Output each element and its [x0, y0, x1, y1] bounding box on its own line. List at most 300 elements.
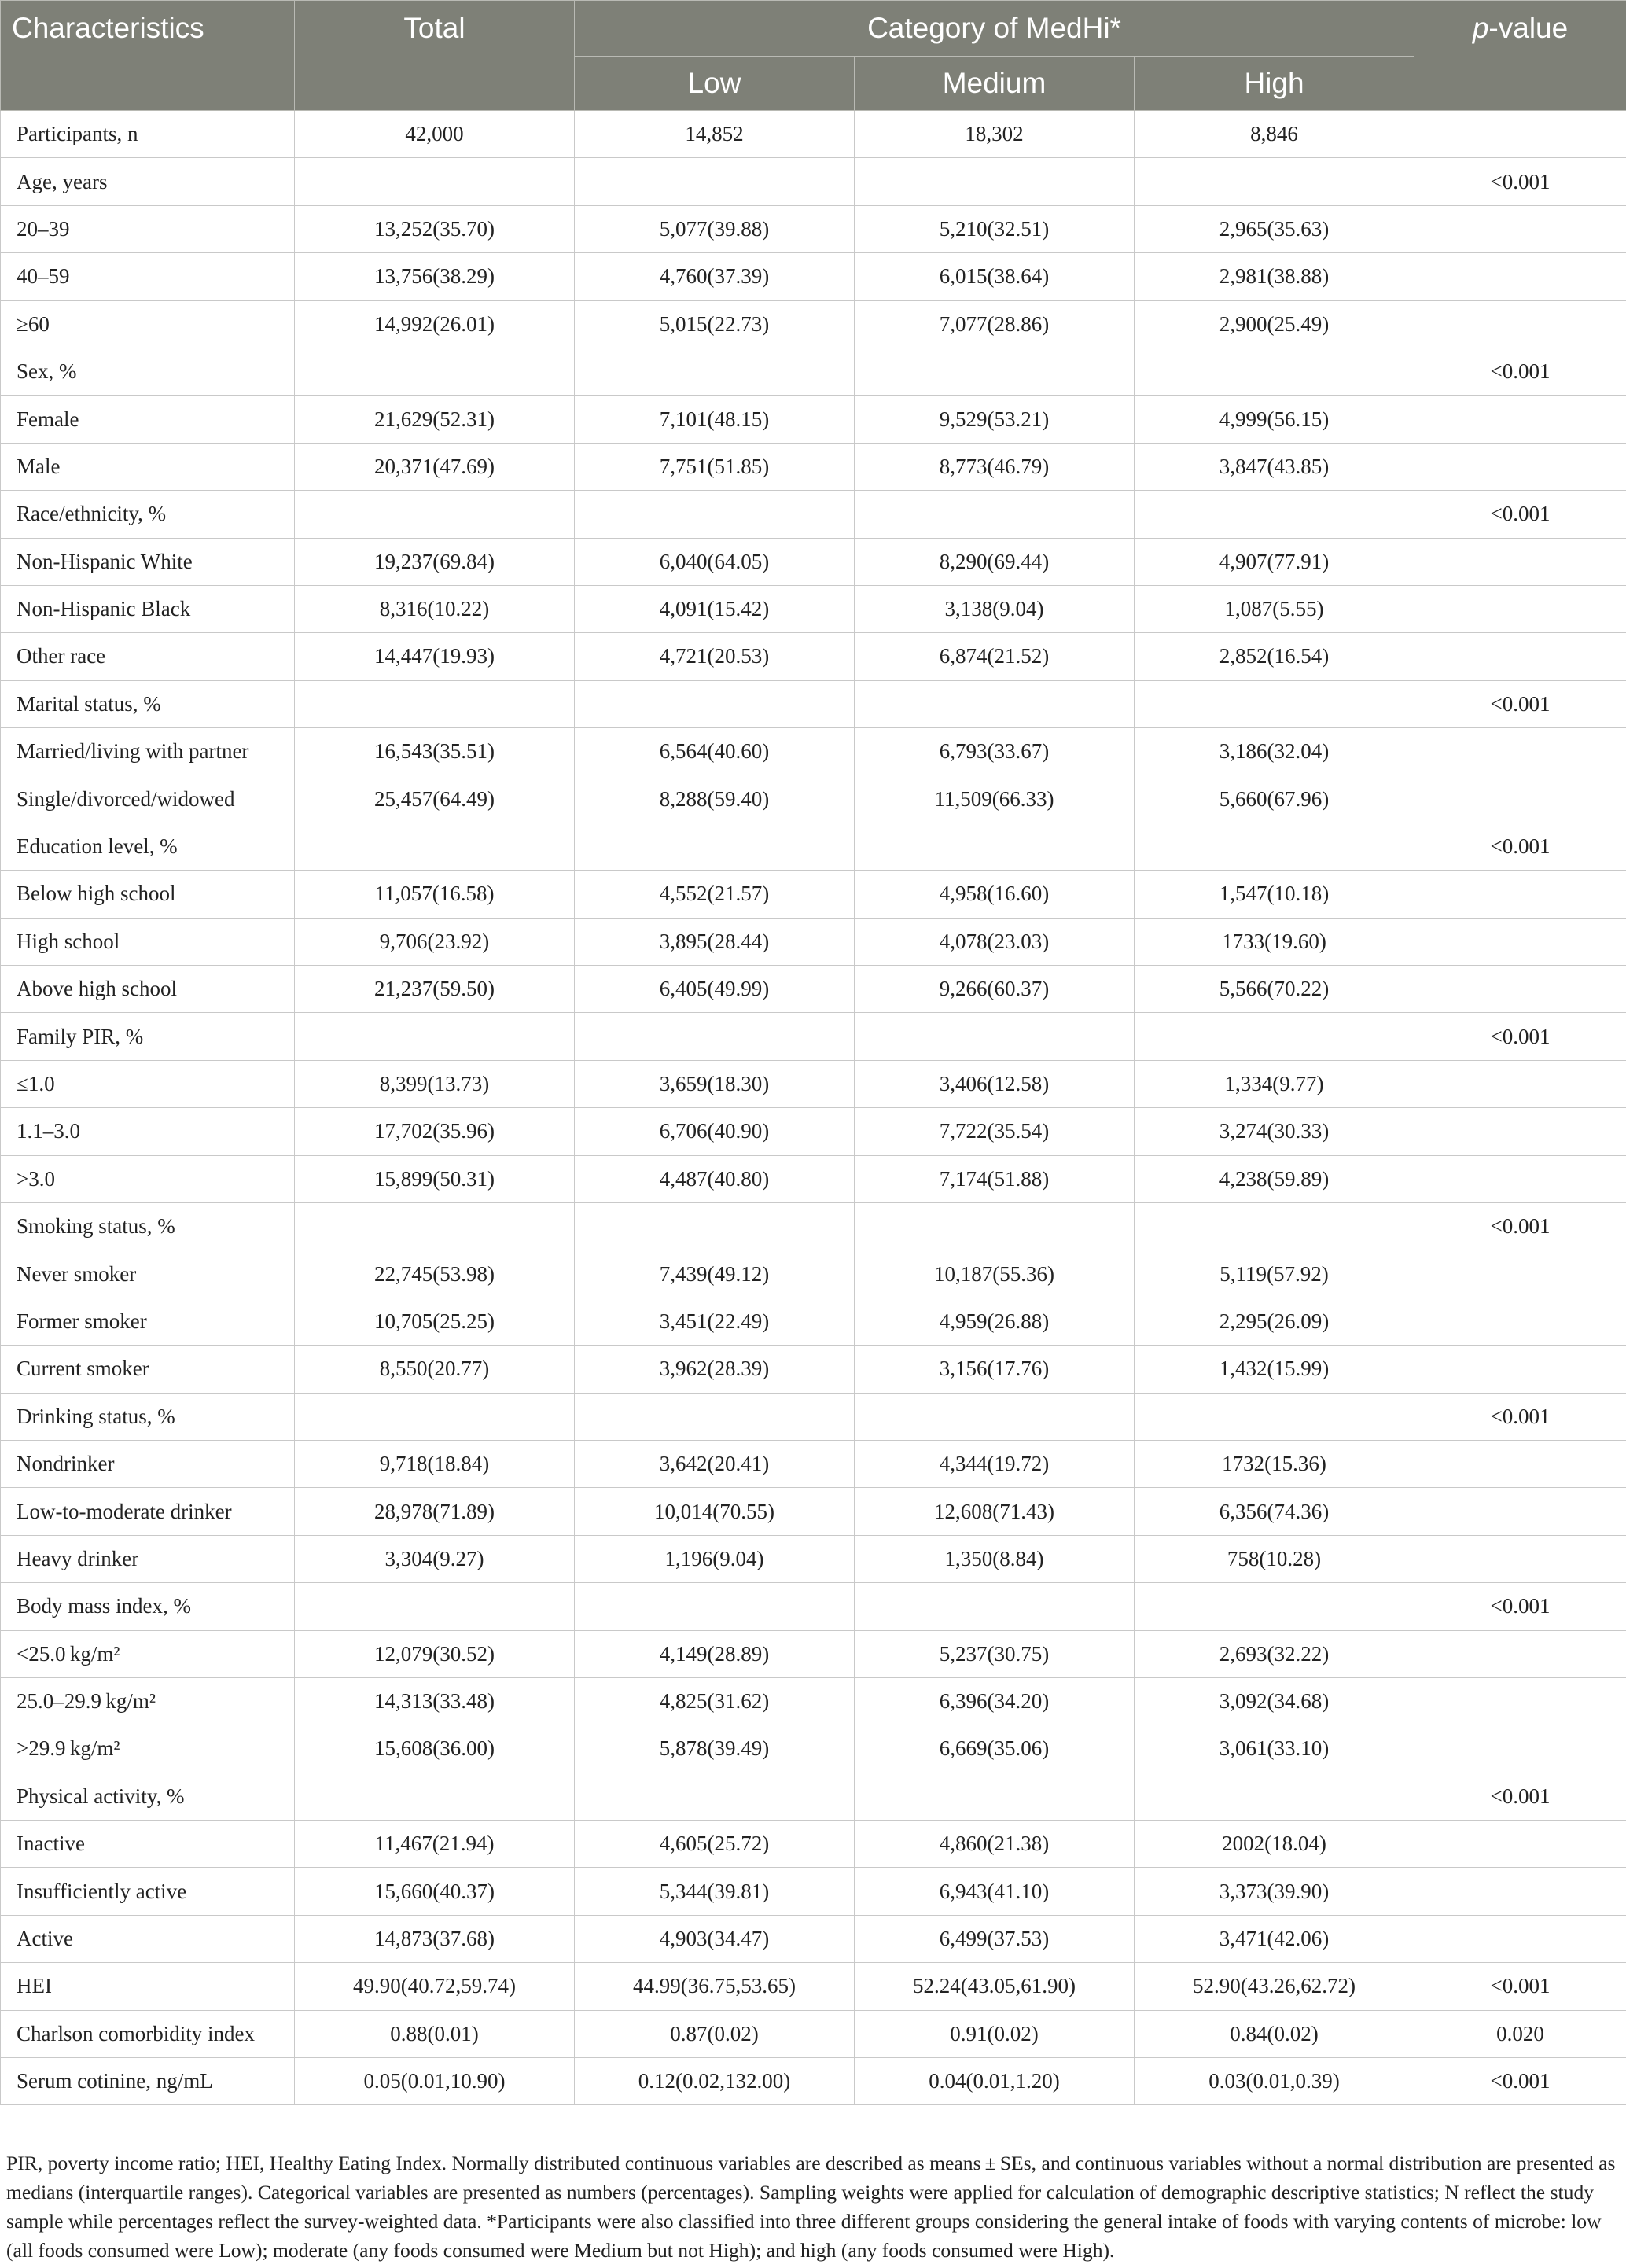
cell-p: [1414, 775, 1626, 823]
cell-p: [1414, 918, 1626, 965]
cell-label: Nondrinker: [1, 1440, 295, 1487]
cell-medium: 0.04(0.01,1.20): [855, 2058, 1135, 2105]
cell-total: [295, 823, 575, 870]
cell-high: [1135, 491, 1414, 538]
table-row: [1, 775, 1626, 823]
cell-medium: 4,958(16.60): [855, 871, 1135, 918]
cell-medium: 7,174(51.88): [855, 1155, 1135, 1202]
cell-medium: 8,290(69.44): [855, 538, 1135, 585]
table-row: [1, 585, 1626, 632]
table-row: [1, 300, 1626, 348]
cell-p: [1414, 1488, 1626, 1535]
cell-label: Current smoker: [1, 1346, 295, 1393]
cell-high: [1135, 348, 1414, 395]
cell-total: [295, 158, 575, 205]
cell-high: 2,981(38.88): [1135, 253, 1414, 300]
cell-high: 8,846: [1135, 111, 1414, 158]
cell-p: [1414, 1346, 1626, 1393]
cell-low: [575, 1583, 855, 1630]
cell-p: <0.001: [1414, 158, 1626, 205]
table-row: [1, 823, 1626, 870]
cell-medium: [855, 1202, 1135, 1250]
table-row: [1, 491, 1626, 538]
cell-high: 3,186(32.04): [1135, 728, 1414, 775]
cell-label: Physical activity, %: [1, 1773, 295, 1820]
cell-label: Education level, %: [1, 823, 295, 870]
cell-high: 1733(19.60): [1135, 918, 1414, 965]
cell-low: 4,760(37.39): [575, 253, 855, 300]
cell-p: <0.001: [1414, 348, 1626, 395]
cell-medium: 52.24(43.05,61.90): [855, 1963, 1135, 2010]
cell-total: 17,702(35.96): [295, 1108, 575, 1155]
table-row: [1, 1963, 1626, 2010]
cell-high: 6,356(74.36): [1135, 1488, 1414, 1535]
cell-total: 42,000: [295, 111, 575, 158]
cell-low: 6,564(40.60): [575, 728, 855, 775]
table-row: [1, 1583, 1626, 1630]
cell-high: 3,092(34.68): [1135, 1677, 1414, 1725]
cell-p: [1414, 728, 1626, 775]
cell-medium: 1,350(8.84): [855, 1535, 1135, 1582]
cell-p: [1414, 396, 1626, 443]
table-row: [1, 1060, 1626, 1107]
cell-label: Race/ethnicity, %: [1, 491, 295, 538]
cell-medium: 6,874(21.52): [855, 633, 1135, 680]
cell-medium: 6,793(33.67): [855, 728, 1135, 775]
cell-p: [1414, 1440, 1626, 1487]
cell-p: [1414, 1298, 1626, 1345]
cell-p: [1414, 1868, 1626, 1915]
cell-p: 0.020: [1414, 2010, 1626, 2057]
cell-label: ≤1.0: [1, 1060, 295, 1107]
header-total: Total: [295, 1, 575, 111]
cell-medium: 11,509(66.33): [855, 775, 1135, 823]
cell-low: 8,288(59.40): [575, 775, 855, 823]
table-footnote: PIR, poverty income ratio; HEI, Healthy Eating Index. Normally distributed continuous variables are described as means ± SEs, and continuous variables without a normal distribution are presented as medians (interquartile ranges). Categorical variables are presented as numbers (percentages). Sampling weights were applied for calculation of demographic descriptive statistics; N reflect the study sample while percentages reflect the survey-weighted data. *Participants were also classified into three different groups considering the general intake of foods with varying contents of microbe: low (all foods consumed were Low); moderate (any foods consumed were Medium but not High); and high (any foods consumed were High).: [6, 2152, 1616, 2262]
cell-total: 15,899(50.31): [295, 1155, 575, 1202]
cell-low: 5,344(39.81): [575, 1868, 855, 1915]
table-row: [1, 966, 1626, 1013]
cell-low: 7,101(48.15): [575, 396, 855, 443]
cell-low: 0.87(0.02): [575, 2010, 855, 2057]
cell-total: [295, 1202, 575, 1250]
table-body: [1, 111, 1626, 2105]
cell-high: 2,900(25.49): [1135, 300, 1414, 348]
cell-total: 21,629(52.31): [295, 396, 575, 443]
cell-high: [1135, 1393, 1414, 1440]
table-row: [1, 1346, 1626, 1393]
header-high: High: [1135, 57, 1414, 111]
cell-low: 5,015(22.73): [575, 300, 855, 348]
cell-low: 3,895(28.44): [575, 918, 855, 965]
cell-high: 3,471(42.06): [1135, 1915, 1414, 1962]
cell-total: 19,237(69.84): [295, 538, 575, 585]
cell-label: Serum cotinine, ng/mL: [1, 2058, 295, 2105]
cell-low: [575, 1013, 855, 1060]
cell-label: >3.0: [1, 1155, 295, 1202]
cell-p: [1414, 966, 1626, 1013]
cell-p: [1414, 1250, 1626, 1298]
table-row: [1, 396, 1626, 443]
cell-medium: 6,015(38.64): [855, 253, 1135, 300]
cell-medium: 9,529(53.21): [855, 396, 1135, 443]
header-p-italic: p: [1472, 12, 1489, 44]
cell-high: 2,295(26.09): [1135, 1298, 1414, 1345]
cell-total: 28,978(71.89): [295, 1488, 575, 1535]
cell-label: Sex, %: [1, 348, 295, 395]
cell-total: 13,252(35.70): [295, 205, 575, 252]
cell-total: 21,237(59.50): [295, 966, 575, 1013]
cell-low: 3,659(18.30): [575, 1060, 855, 1107]
cell-medium: [855, 348, 1135, 395]
cell-medium: 7,722(35.54): [855, 1108, 1135, 1155]
cell-low: 44.99(36.75,53.65): [575, 1963, 855, 2010]
cell-high: 5,660(67.96): [1135, 775, 1414, 823]
table-row: [1, 1393, 1626, 1440]
cell-label: Smoking status, %: [1, 1202, 295, 1250]
cell-total: [295, 1773, 575, 1820]
cell-low: [575, 491, 855, 538]
header-low: Low: [575, 57, 855, 111]
cell-total: [295, 348, 575, 395]
cell-high: [1135, 1773, 1414, 1820]
cell-p: [1414, 1535, 1626, 1582]
table-row: [1, 1535, 1626, 1582]
header-p-value: [1414, 1, 1626, 111]
cell-medium: 3,138(9.04): [855, 585, 1135, 632]
table-row: [1, 1773, 1626, 1820]
cell-total: 13,756(38.29): [295, 253, 575, 300]
table-row: [1, 443, 1626, 490]
table-row: [1, 1440, 1626, 1487]
cell-low: 10,014(70.55): [575, 1488, 855, 1535]
cell-high: 1,547(10.18): [1135, 871, 1414, 918]
cell-low: 4,552(21.57): [575, 871, 855, 918]
cell-low: 4,605(25.72): [575, 1821, 855, 1868]
cell-total: 10,705(25.25): [295, 1298, 575, 1345]
cell-label: Marital status, %: [1, 680, 295, 727]
cell-medium: 4,860(21.38): [855, 1821, 1135, 1868]
cell-low: 4,149(28.89): [575, 1630, 855, 1677]
table-row: [1, 1725, 1626, 1773]
cell-total: 22,745(53.98): [295, 1250, 575, 1298]
cell-p: <0.001: [1414, 1963, 1626, 2010]
cell-low: 6,706(40.90): [575, 1108, 855, 1155]
cell-high: 52.90(43.26,62.72): [1135, 1963, 1414, 2010]
cell-label: Below high school: [1, 871, 295, 918]
cell-p: <0.001: [1414, 823, 1626, 870]
cell-low: [575, 1773, 855, 1820]
cell-low: 4,487(40.80): [575, 1155, 855, 1202]
cell-high: 2002(18.04): [1135, 1821, 1414, 1868]
cell-high: 2,965(35.63): [1135, 205, 1414, 252]
cell-total: 15,660(40.37): [295, 1868, 575, 1915]
cell-high: [1135, 680, 1414, 727]
cell-low: [575, 823, 855, 870]
cell-medium: 4,078(23.03): [855, 918, 1135, 965]
cell-low: 1,196(9.04): [575, 1535, 855, 1582]
cell-high: [1135, 1013, 1414, 1060]
table-row: [1, 1202, 1626, 1250]
header-p-suffix: -value: [1488, 12, 1569, 44]
cell-p: [1414, 1630, 1626, 1677]
cell-label: Drinking status, %: [1, 1393, 295, 1440]
cell-medium: [855, 1393, 1135, 1440]
table-row: [1, 158, 1626, 205]
cell-label: Male: [1, 443, 295, 490]
cell-label: Active: [1, 1915, 295, 1962]
table-row: [1, 728, 1626, 775]
cell-low: 4,091(15.42): [575, 585, 855, 632]
table-row: [1, 538, 1626, 585]
cell-medium: [855, 491, 1135, 538]
cell-high: [1135, 158, 1414, 205]
cell-p: [1414, 1821, 1626, 1868]
cell-label: Heavy drinker: [1, 1535, 295, 1582]
cell-high: [1135, 1583, 1414, 1630]
table-row: [1, 1155, 1626, 1202]
cell-medium: 10,187(55.36): [855, 1250, 1135, 1298]
cell-label: Inactive: [1, 1821, 295, 1868]
cell-label: >29.9 kg/m²: [1, 1725, 295, 1773]
table-row: [1, 1630, 1626, 1677]
table-row: [1, 1013, 1626, 1060]
cell-high: 3,847(43.85): [1135, 443, 1414, 490]
cell-high: 1,087(5.55): [1135, 585, 1414, 632]
cell-total: 14,447(19.93): [295, 633, 575, 680]
table-row: [1, 205, 1626, 252]
cell-total: [295, 1013, 575, 1060]
cell-p: <0.001: [1414, 2058, 1626, 2105]
header-characteristics: Characteristics: [1, 1, 295, 111]
cell-p: [1414, 871, 1626, 918]
cell-high: 5,119(57.92): [1135, 1250, 1414, 1298]
cell-high: 2,693(32.22): [1135, 1630, 1414, 1677]
cell-medium: [855, 158, 1135, 205]
cell-total: 3,304(9.27): [295, 1535, 575, 1582]
cell-p: <0.001: [1414, 1013, 1626, 1060]
cell-total: [295, 1393, 575, 1440]
cell-p: [1414, 1915, 1626, 1962]
cell-low: 3,642(20.41): [575, 1440, 855, 1487]
cell-total: 25,457(64.49): [295, 775, 575, 823]
table-row: [1, 1677, 1626, 1725]
cell-label: Single/divorced/widowed: [1, 775, 295, 823]
cell-total: [295, 1583, 575, 1630]
cell-label: ≥60: [1, 300, 295, 348]
cell-low: [575, 1202, 855, 1250]
cell-high: 0.03(0.01,0.39): [1135, 2058, 1414, 2105]
cell-high: 5,566(70.22): [1135, 966, 1414, 1013]
cell-low: [575, 158, 855, 205]
cell-high: 3,373(39.90): [1135, 1868, 1414, 1915]
cell-high: 3,061(33.10): [1135, 1725, 1414, 1773]
cell-label: High school: [1, 918, 295, 965]
table-row: [1, 1298, 1626, 1345]
table-row: [1, 1821, 1626, 1868]
table-row: [1, 2058, 1626, 2105]
table-row: [1, 2010, 1626, 2057]
cell-label: Female: [1, 396, 295, 443]
cell-medium: 6,943(41.10): [855, 1868, 1135, 1915]
cell-p: <0.001: [1414, 680, 1626, 727]
cell-p: [1414, 1155, 1626, 1202]
cell-total: 9,718(18.84): [295, 1440, 575, 1487]
cell-total: 9,706(23.92): [295, 918, 575, 965]
table-row: [1, 1868, 1626, 1915]
cell-total: 14,992(26.01): [295, 300, 575, 348]
cell-p: <0.001: [1414, 1393, 1626, 1440]
cell-medium: 4,959(26.88): [855, 1298, 1135, 1345]
cell-low: 5,077(39.88): [575, 205, 855, 252]
table-row: [1, 918, 1626, 965]
cell-total: 8,399(13.73): [295, 1060, 575, 1107]
cell-low: 7,751(51.85): [575, 443, 855, 490]
cell-label: Low-to-moderate drinker: [1, 1488, 295, 1535]
cell-low: 4,825(31.62): [575, 1677, 855, 1725]
cell-label: Never smoker: [1, 1250, 295, 1298]
cell-medium: [855, 1583, 1135, 1630]
cell-p: [1414, 1108, 1626, 1155]
cell-p: <0.001: [1414, 1773, 1626, 1820]
cell-high: 0.84(0.02): [1135, 2010, 1414, 2057]
cell-medium: [855, 680, 1135, 727]
cell-p: [1414, 205, 1626, 252]
cell-label: HEI: [1, 1963, 295, 2010]
cell-medium: 5,210(32.51): [855, 205, 1135, 252]
cell-total: [295, 680, 575, 727]
cell-high: 4,999(56.15): [1135, 396, 1414, 443]
cell-label: Family PIR, %: [1, 1013, 295, 1060]
cell-medium: 0.91(0.02): [855, 2010, 1135, 2057]
cell-label: Charlson comorbidity index: [1, 2010, 295, 2057]
cell-high: 4,907(77.91): [1135, 538, 1414, 585]
cell-label: Married/living with partner: [1, 728, 295, 775]
cell-total: 8,316(10.22): [295, 585, 575, 632]
cell-label: 1.1–3.0: [1, 1108, 295, 1155]
table-row: [1, 633, 1626, 680]
cell-total: 11,467(21.94): [295, 1821, 575, 1868]
cell-p: [1414, 1677, 1626, 1725]
cell-low: [575, 1393, 855, 1440]
cell-low: 14,852: [575, 111, 855, 158]
cell-high: [1135, 823, 1414, 870]
cell-label: Former smoker: [1, 1298, 295, 1345]
cell-medium: 6,499(37.53): [855, 1915, 1135, 1962]
cell-medium: 7,077(28.86): [855, 300, 1135, 348]
cell-label: Non-Hispanic Black: [1, 585, 295, 632]
cell-p: [1414, 538, 1626, 585]
cell-high: 4,238(59.89): [1135, 1155, 1414, 1202]
cell-total: 8,550(20.77): [295, 1346, 575, 1393]
cell-total: 49.90(40.72,59.74): [295, 1963, 575, 2010]
cell-medium: [855, 1013, 1135, 1060]
table-row: [1, 111, 1626, 158]
cell-low: 7,439(49.12): [575, 1250, 855, 1298]
cell-total: 0.05(0.01,10.90): [295, 2058, 575, 2105]
cell-high: 1,334(9.77): [1135, 1060, 1414, 1107]
cell-high: 758(10.28): [1135, 1535, 1414, 1582]
cell-low: [575, 348, 855, 395]
table-row: [1, 1915, 1626, 1962]
cell-low: 0.12(0.02,132.00): [575, 2058, 855, 2105]
table-row: [1, 348, 1626, 395]
cell-label: 20–39: [1, 205, 295, 252]
header-category-medhi: Category of MedHi*: [575, 1, 1414, 57]
table-row: [1, 680, 1626, 727]
cell-medium: 12,608(71.43): [855, 1488, 1135, 1535]
cell-medium: [855, 1773, 1135, 1820]
cell-p: <0.001: [1414, 1583, 1626, 1630]
cell-total: 20,371(47.69): [295, 443, 575, 490]
cell-high: 1732(15.36): [1135, 1440, 1414, 1487]
cell-p: [1414, 111, 1626, 158]
cell-total: 15,608(36.00): [295, 1725, 575, 1773]
cell-p: [1414, 443, 1626, 490]
cell-label: Non-Hispanic White: [1, 538, 295, 585]
cell-medium: 4,344(19.72): [855, 1440, 1135, 1487]
cell-medium: 18,302: [855, 111, 1135, 158]
cell-medium: 3,156(17.76): [855, 1346, 1135, 1393]
cell-low: 5,878(39.49): [575, 1725, 855, 1773]
cell-p: <0.001: [1414, 491, 1626, 538]
cell-medium: 6,669(35.06): [855, 1725, 1135, 1773]
cell-total: 0.88(0.01): [295, 2010, 575, 2057]
cell-low: 3,962(28.39): [575, 1346, 855, 1393]
cell-low: [575, 680, 855, 727]
table-row: [1, 871, 1626, 918]
table-row: [1, 1488, 1626, 1535]
cell-medium: 3,406(12.58): [855, 1060, 1135, 1107]
cell-label: Age, years: [1, 158, 295, 205]
cell-low: 6,040(64.05): [575, 538, 855, 585]
cell-p: [1414, 300, 1626, 348]
cell-medium: 9,266(60.37): [855, 966, 1135, 1013]
cell-total: 14,313(33.48): [295, 1677, 575, 1725]
cell-label: Insufficiently active: [1, 1868, 295, 1915]
cell-label: Body mass index, %: [1, 1583, 295, 1630]
cell-label: 40–59: [1, 253, 295, 300]
table-row: [1, 253, 1626, 300]
cell-total: 16,543(35.51): [295, 728, 575, 775]
cell-high: [1135, 1202, 1414, 1250]
cell-total: 12,079(30.52): [295, 1630, 575, 1677]
cell-high: 3,274(30.33): [1135, 1108, 1414, 1155]
cell-medium: 6,396(34.20): [855, 1677, 1135, 1725]
cell-low: 4,903(34.47): [575, 1915, 855, 1962]
cell-p: [1414, 1725, 1626, 1773]
cell-p: [1414, 585, 1626, 632]
cell-medium: 5,237(30.75): [855, 1630, 1135, 1677]
cell-p: [1414, 633, 1626, 680]
cell-label: <25.0 kg/m²: [1, 1630, 295, 1677]
header-medium: Medium: [855, 57, 1135, 111]
cell-total: 11,057(16.58): [295, 871, 575, 918]
cell-label: Above high school: [1, 966, 295, 1013]
cell-total: 14,873(37.68): [295, 1915, 575, 1962]
table-header: [1, 1, 1626, 111]
cell-low: 4,721(20.53): [575, 633, 855, 680]
cell-medium: [855, 823, 1135, 870]
cell-label: Participants, n: [1, 111, 295, 158]
cell-p: [1414, 253, 1626, 300]
cell-medium: 8,773(46.79): [855, 443, 1135, 490]
cell-low: 6,405(49.99): [575, 966, 855, 1013]
table-row: [1, 1250, 1626, 1298]
table-row: [1, 1108, 1626, 1155]
cell-label: Other race: [1, 633, 295, 680]
cell-p: <0.001: [1414, 1202, 1626, 1250]
